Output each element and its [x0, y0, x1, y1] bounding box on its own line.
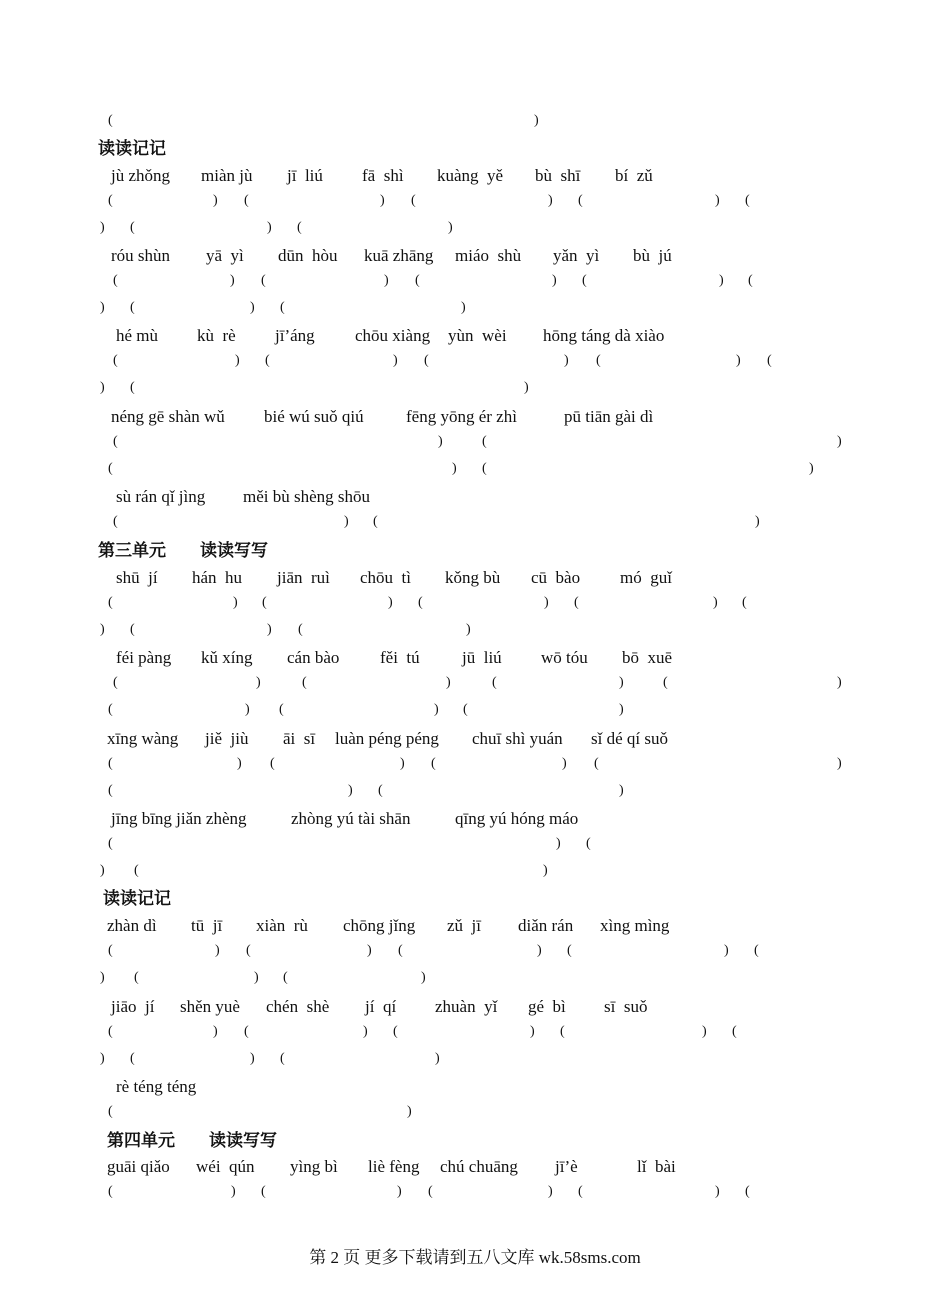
pinyin-word: gé bì — [528, 997, 566, 1016]
answer-blank-close-paren: ) — [452, 461, 457, 476]
answer-blank-open-paren: ( — [108, 836, 113, 851]
pinyin-word: wéi qún — [196, 1157, 255, 1176]
pinyin-word: shěn yuè — [180, 997, 240, 1016]
answer-blank-open-paren: ( — [130, 1051, 135, 1066]
pinyin-word: mó guǐ — [620, 568, 672, 587]
section-heading-du-du-ji-ji: 读读记记 — [98, 139, 166, 159]
answer-blank-open-paren: ( — [113, 353, 118, 368]
answer-blank-close-paren: ) — [235, 353, 240, 368]
answer-blank-close-paren: ) — [448, 220, 453, 235]
answer-blank-close-paren: ) — [556, 836, 561, 851]
answer-blank-close-paren: ) — [407, 1104, 412, 1119]
answer-blank-close-paren: ) — [446, 675, 451, 690]
answer-blank-open-paren: ( — [393, 1024, 398, 1039]
pinyin-word: chuī shì yuán — [472, 729, 563, 748]
answer-blank-open-paren: ( — [482, 434, 487, 449]
pinyin-word: jí qí — [365, 997, 397, 1016]
pinyin-word: yā yì — [206, 246, 244, 265]
pinyin-word: xiàn rù — [256, 916, 308, 935]
answer-blank-open-paren: ( — [283, 970, 288, 985]
answer-blank-open-paren: ( — [463, 702, 468, 717]
answer-blank-close-paren: ) — [548, 1184, 553, 1199]
answer-blank-close-paren: ) — [434, 702, 439, 717]
pinyin-word: měi bù shèng shōu — [243, 487, 371, 506]
answer-blank-close-paren: ) — [548, 193, 553, 208]
pinyin-word: jiāo jí — [111, 997, 155, 1016]
pinyin-word: āi sī — [283, 729, 316, 748]
answer-blank-close-paren: ) — [543, 863, 548, 878]
pinyin-word: zhàn dì — [107, 916, 157, 935]
answer-blank-close-paren: ) — [837, 675, 842, 690]
answer-blank-open-paren: ( — [574, 595, 579, 610]
pinyin-word: kù rè — [197, 326, 236, 345]
answer-blank-close-paren: ) — [230, 273, 235, 288]
answer-blank-close-paren: ) — [562, 756, 567, 771]
pinyin-word: jī’áng — [275, 326, 315, 345]
pinyin-word: chōu xiàng — [355, 326, 431, 345]
answer-blank-close-paren: ) — [715, 1184, 720, 1199]
pinyin-word: rè téng téng — [116, 1077, 197, 1096]
pinyin-word: yǎn yì — [553, 246, 600, 265]
answer-blank-open-paren: ( — [280, 300, 285, 315]
answer-blank-close-paren: ) — [713, 595, 718, 610]
answer-blank-open-paren: ( — [279, 702, 284, 717]
pinyin-word: bù shī — [535, 166, 581, 185]
answer-blank-close-paren: ) — [100, 863, 105, 878]
answer-blank-open-paren: ( — [261, 273, 266, 288]
pinyin-word: lǐ bài — [637, 1157, 676, 1176]
answer-blank-open-paren: ( — [134, 970, 139, 985]
pinyin-word: zhòng yú tài shān — [291, 809, 411, 828]
answer-blank-open-paren: ( — [302, 675, 307, 690]
answer-blank-open-paren: ( — [732, 1024, 737, 1039]
answer-blank-open-paren: ( — [108, 702, 113, 717]
answer-blank-close-paren: ) — [544, 595, 549, 610]
answer-blank-open-paren: ( — [108, 1104, 113, 1119]
answer-blank-close-paren: ) — [384, 273, 389, 288]
pinyin-word: jiān ruì — [277, 568, 330, 587]
pinyin-word: sǐ dé qí suǒ — [591, 729, 668, 748]
pinyin-word: jī’è — [555, 1157, 578, 1176]
pinyin-word: hé mù — [116, 326, 159, 345]
answer-blank-close-paren: ) — [552, 273, 557, 288]
section-heading-du-du-ji-ji-2: 读读记记 — [103, 889, 171, 909]
pinyin-word: néng gē shàn wǔ — [111, 407, 225, 426]
answer-blank-close-paren: ) — [367, 943, 372, 958]
answer-blank-open-paren: ( — [108, 1184, 113, 1199]
answer-blank-open-paren: ( — [398, 943, 403, 958]
pinyin-word: jū liú — [462, 648, 502, 667]
answer-blank-open-paren: ( — [108, 193, 113, 208]
answer-blank-close-paren: ) — [438, 434, 443, 449]
answer-blank-open-paren: ( — [373, 514, 378, 529]
answer-blank-open-paren: ( — [560, 1024, 565, 1039]
answer-blank-close-paren: ) — [837, 756, 842, 771]
answer-blank-close-paren: ) — [435, 1051, 440, 1066]
answer-blank-open-paren: ( — [270, 756, 275, 771]
answer-blank-open-paren: ( — [262, 595, 267, 610]
pinyin-word: pū tiān gài dì — [564, 407, 654, 426]
pinyin-word: qīng yú hóng máo — [455, 809, 579, 828]
answer-blank-open-paren: ( — [280, 1051, 285, 1066]
answer-blank-open-paren: ( — [431, 756, 436, 771]
pinyin-word: chōng jǐng — [343, 916, 416, 935]
answer-blank-close-paren: ) — [393, 353, 398, 368]
answer-blank-open-paren: ( — [428, 1184, 433, 1199]
answer-blank-close-paren: ) — [363, 1024, 368, 1039]
answer-blank-close-paren: ) — [231, 1184, 236, 1199]
pinyin-word: jiě jiù — [205, 729, 249, 748]
answer-blank-close-paren: ) — [100, 220, 105, 235]
answer-blank-close-paren: ) — [100, 380, 105, 395]
answer-blank-close-paren: ) — [348, 783, 353, 798]
answer-blank-open-paren: ( — [411, 193, 416, 208]
answer-blank-open-paren: ( — [113, 434, 118, 449]
pinyin-word: jīng bīng jiǎn zhèng — [111, 809, 247, 828]
answer-blank-close-paren: ) — [719, 273, 724, 288]
answer-blank-open-paren: ( — [378, 783, 383, 798]
pinyin-word: dūn hòu — [278, 246, 338, 265]
answer-blank-close-paren: ) — [466, 622, 471, 637]
answer-blank-close-paren: ) — [530, 1024, 535, 1039]
answer-blank-open-paren: ( — [108, 943, 113, 958]
pinyin-word: diǎn rán — [518, 916, 574, 935]
answer-blank-close-paren: ) — [736, 353, 741, 368]
pinyin-word: chén shè — [266, 997, 330, 1016]
answer-blank-close-paren: ) — [267, 622, 272, 637]
pinyin-word: miáo shù — [455, 246, 522, 265]
answer-blank-close-paren: ) — [715, 193, 720, 208]
answer-blank-open-paren: ( — [582, 273, 587, 288]
pinyin-word: kuàng yě — [437, 166, 504, 185]
pinyin-word: róu shùn — [111, 246, 171, 265]
answer-blank-open-paren: ( — [586, 836, 591, 851]
pinyin-word: sù rán qǐ jìng — [116, 487, 206, 506]
answer-blank-open-paren: ( — [113, 514, 118, 529]
answer-blank-close-paren: ) — [250, 1051, 255, 1066]
answer-blank-close-paren: ) — [397, 1184, 402, 1199]
answer-blank-open-paren: ( — [134, 863, 139, 878]
answer-blank-close-paren: ) — [619, 675, 624, 690]
pinyin-word: fā shì — [362, 166, 404, 185]
pinyin-word: kuā zhāng — [364, 246, 434, 265]
pinyin-word: tū jī — [191, 916, 223, 935]
pinyin-word: cán bào — [287, 648, 340, 667]
answer-blank-open-paren: ( — [594, 756, 599, 771]
pinyin-word: kǔ xíng — [201, 648, 253, 667]
pinyin-word: hōng táng dà xiào — [543, 326, 665, 345]
answer-blank-close-paren: ) — [809, 461, 814, 476]
section-heading-unit-four: 第四单元 读读写写 — [107, 1131, 277, 1151]
answer-blank-open-paren: ( — [767, 353, 772, 368]
answer-blank-close-paren: ) — [702, 1024, 707, 1039]
answer-blank-open-paren: ( — [567, 943, 572, 958]
pinyin-word: bí zǔ — [615, 166, 653, 185]
answer-blank-close-paren: ) — [233, 595, 238, 610]
answer-blank-open-paren: ( — [297, 220, 302, 235]
pinyin-word: sī suǒ — [604, 997, 648, 1016]
answer-blank-open-paren: ( — [578, 1184, 583, 1199]
pinyin-word: fēng yōng ér zhì — [406, 407, 517, 426]
answer-blank-close-paren: ) — [400, 756, 405, 771]
pinyin-word: zǔ jī — [447, 916, 481, 935]
answer-blank-close-paren: ) — [237, 756, 242, 771]
pinyin-word: xìng mìng — [600, 916, 670, 935]
page-footer: 第 2 页 更多下载请到五八文库 wk.58sms.com — [309, 1248, 641, 1267]
answer-blank-open-paren: ( — [745, 1184, 750, 1199]
pinyin-word: bié wú suǒ qiú — [264, 407, 364, 426]
pinyin-word: miàn jù — [201, 166, 253, 185]
pinyin-word: wō tóu — [541, 648, 588, 667]
answer-blank-open-paren: ( — [108, 1024, 113, 1039]
answer-blank-close-paren: ) — [837, 434, 842, 449]
answer-blank-close-paren: ) — [245, 702, 250, 717]
answer-blank-open-paren: ( — [244, 193, 249, 208]
answer-blank-open-paren: ( — [298, 622, 303, 637]
answer-blank-open-paren: ( — [578, 193, 583, 208]
answer-blank-close-paren: ) — [100, 970, 105, 985]
pinyin-word: chú chuāng — [440, 1157, 518, 1176]
answer-blank-close-paren: ) — [461, 300, 466, 315]
pinyin-word: yìng bì — [290, 1157, 338, 1176]
pinyin-word: yùn wèi — [448, 326, 507, 345]
pinyin-word: guāi qiǎo — [107, 1157, 170, 1176]
pinyin-word: cū bào — [531, 568, 581, 587]
pinyin-word: xīng wàng — [107, 729, 179, 748]
pinyin-word: kǒng bù — [445, 568, 501, 587]
answer-blank-open-paren: ( — [482, 461, 487, 476]
pinyin-word: féi pàng — [116, 648, 172, 667]
answer-blank-open-paren: ( — [745, 193, 750, 208]
pinyin-word: hán hu — [192, 568, 243, 587]
answer-blank-open-paren: ( — [244, 1024, 249, 1039]
answer-blank-close-paren: ) — [619, 783, 624, 798]
pinyin-word: jī liú — [287, 166, 323, 185]
pinyin-word: luàn péng péng — [335, 729, 439, 748]
answer-blank-close-paren: ) — [755, 514, 760, 529]
answer-blank-open-paren: ( — [415, 273, 420, 288]
answer-blank-close-paren: ) — [254, 970, 259, 985]
answer-blank-open-paren: ( — [113, 675, 118, 690]
answer-blank-open-paren: ( — [742, 595, 747, 610]
answer-blank-open-paren: ( — [130, 622, 135, 637]
answer-blank-open-paren: ( — [754, 943, 759, 958]
answer-blank-open-paren: ( — [108, 783, 113, 798]
answer-blank-close-paren: ) — [100, 300, 105, 315]
answer-blank-close-paren: ) — [215, 943, 220, 958]
answer-blank-open-paren: ( — [492, 675, 497, 690]
answer-blank-open-paren: ( — [418, 595, 423, 610]
answer-blank-open-paren: ( — [748, 273, 753, 288]
answer-blank-close-paren: ) — [213, 1024, 218, 1039]
answer-blank-close-paren: ) — [344, 514, 349, 529]
answer-blank-close-paren: ) — [421, 970, 426, 985]
answer-blank-close-paren: ) — [534, 113, 539, 128]
pinyin-word: fěi tú — [380, 648, 420, 667]
answer-blank-open-paren: ( — [246, 943, 251, 958]
answer-blank-open-paren: ( — [130, 380, 135, 395]
answer-blank-open-paren: ( — [108, 461, 113, 476]
answer-blank-close-paren: ) — [619, 702, 624, 717]
answer-blank-open-paren: ( — [113, 273, 118, 288]
section-heading-unit-three: 第三单元 读读写写 — [98, 541, 268, 561]
answer-blank-close-paren: ) — [388, 595, 393, 610]
answer-blank-close-paren: ) — [100, 622, 105, 637]
pinyin-word: bù jú — [633, 246, 672, 265]
pinyin-word: jù zhǒng — [111, 166, 171, 185]
answer-blank-close-paren: ) — [537, 943, 542, 958]
answer-blank-close-paren: ) — [267, 220, 272, 235]
pinyin-word: chōu tì — [360, 568, 411, 587]
answer-blank-close-paren: ) — [524, 380, 529, 395]
pinyin-word: zhuàn yǐ — [435, 997, 498, 1016]
answer-blank-open-paren: ( — [130, 300, 135, 315]
answer-blank-open-paren: ( — [596, 353, 601, 368]
answer-blank-open-paren: ( — [424, 353, 429, 368]
answer-blank-open-paren: ( — [108, 595, 113, 610]
answer-blank-close-paren: ) — [564, 353, 569, 368]
answer-blank-open-paren: ( — [663, 675, 668, 690]
answer-blank-open-paren: ( — [108, 756, 113, 771]
answer-blank-open-paren: ( — [108, 113, 113, 128]
pinyin-word: liè fèng — [368, 1157, 420, 1176]
answer-blank-close-paren: ) — [100, 1051, 105, 1066]
answer-blank-open-paren: ( — [261, 1184, 266, 1199]
answer-blank-close-paren: ) — [250, 300, 255, 315]
pinyin-word: shū jí — [116, 568, 158, 587]
pinyin-word: bō xuē — [622, 648, 673, 667]
answer-blank-close-paren: ) — [256, 675, 261, 690]
answer-blank-close-paren: ) — [724, 943, 729, 958]
answer-blank-open-paren: ( — [130, 220, 135, 235]
answer-blank-close-paren: ) — [380, 193, 385, 208]
answer-blank-close-paren: ) — [213, 193, 218, 208]
answer-blank-open-paren: ( — [265, 353, 270, 368]
